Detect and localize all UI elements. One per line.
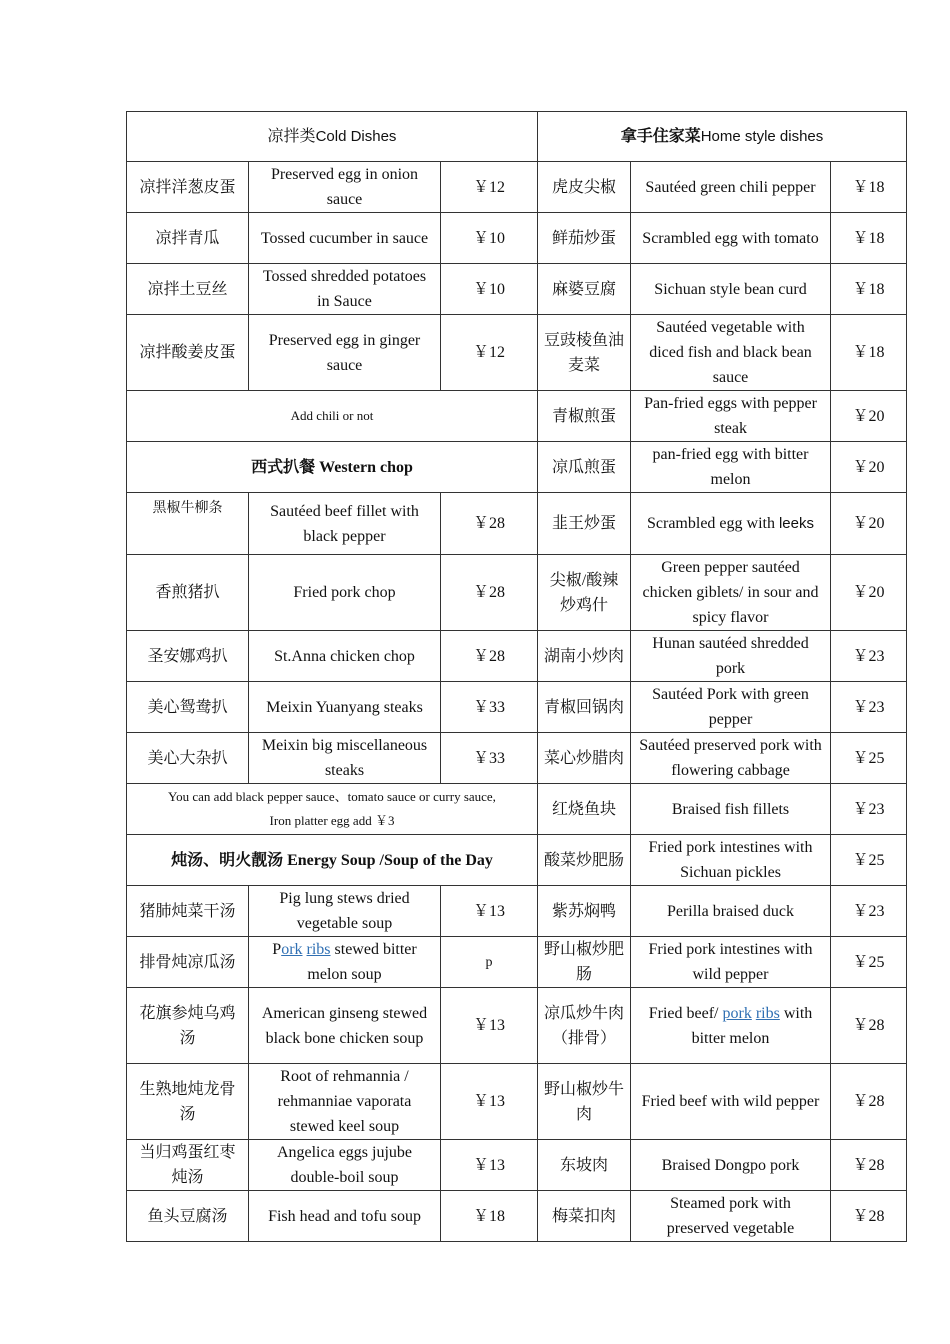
- dish-en: Sautéed preserved pork with flowering cabbage: [631, 733, 831, 784]
- dish-price: ￥13: [441, 1140, 538, 1191]
- dish-en: Steamed pork with preserved vegetable: [631, 1191, 831, 1242]
- sauce-note-line: You can add black pepper sauce、tomato sauce or curry sauce,: [168, 789, 496, 804]
- table-row: [127, 1064, 907, 1140]
- table-row: [127, 213, 907, 264]
- dish-cn: 凉瓜煎蛋: [538, 442, 631, 493]
- dish-en: Meixin big miscellaneous steaks: [249, 733, 441, 784]
- dish-en-part: leeks: [778, 515, 814, 532]
- dish-cn: 排骨炖凉瓜汤: [127, 937, 249, 988]
- dish-en: Meixin Yuanyang steaks: [249, 682, 441, 733]
- dish-en: Perilla braised duck: [631, 886, 831, 937]
- dish-price: p: [441, 937, 538, 988]
- dish-price: ￥20: [831, 555, 907, 631]
- dish-cn: 青椒煎蛋: [538, 391, 631, 442]
- western-chop-header: 西式扒餐 Western chop: [127, 442, 538, 493]
- table-row: [127, 112, 907, 162]
- dish-en: [249, 937, 441, 988]
- table-row: [127, 555, 907, 631]
- table-row: [127, 162, 907, 213]
- pork-link[interactable]: ork: [281, 941, 303, 958]
- dish-price: ￥28: [831, 1191, 907, 1242]
- dish-en: Sichuan style bean curd: [631, 264, 831, 315]
- table-row: [127, 493, 907, 555]
- table-row: [127, 264, 907, 315]
- dish-price: ￥23: [831, 784, 907, 835]
- dish-cn: 美心大杂扒: [127, 733, 249, 784]
- dish-en: Braised fish fillets: [631, 784, 831, 835]
- table-row: [127, 988, 907, 1064]
- dish-en: Green pepper sautéed chicken giblets/ in sour and spicy flavor: [631, 555, 831, 631]
- dish-en: [631, 493, 831, 555]
- dish-cn: 野山椒炒肥肠: [538, 937, 631, 988]
- dish-price: ￥20: [831, 493, 907, 555]
- dish-price: ￥23: [831, 886, 907, 937]
- dish-cn: 湖南小炒肉: [538, 631, 631, 682]
- dish-en: Sautéed beef fillet with black pepper: [249, 493, 441, 555]
- dish-en: Tossed cucumber in sauce: [249, 213, 441, 264]
- chili-note: Add chili or not: [127, 391, 538, 442]
- dish-price: ￥18: [831, 315, 907, 391]
- dish-en-part: with bitter melon: [691, 1004, 813, 1047]
- table-row: [127, 442, 907, 493]
- dish-price: ￥23: [831, 631, 907, 682]
- pork-link[interactable]: pork: [722, 1004, 752, 1022]
- dish-price: ￥28: [441, 555, 538, 631]
- table-row: [127, 784, 907, 835]
- dish-cn: 东坡肉: [538, 1140, 631, 1191]
- dish-en: Pig lung stews dried vegetable soup: [249, 886, 441, 937]
- table-row: [127, 315, 907, 391]
- dish-price: ￥20: [831, 391, 907, 442]
- dish-cn: 凉拌土豆丝: [127, 264, 249, 315]
- dish-cn: 圣安娜鸡扒: [127, 631, 249, 682]
- dish-cn: 红烧鱼块: [538, 784, 631, 835]
- dish-en: St.Anna chicken chop: [249, 631, 441, 682]
- dish-cn: 韭王炒蛋: [538, 493, 631, 555]
- dish-en: Sautéed Pork with green pepper: [631, 682, 831, 733]
- dish-price: ￥28: [441, 631, 538, 682]
- dish-price: ￥33: [441, 733, 538, 784]
- dish-en: Scrambled egg with tomato: [631, 213, 831, 264]
- dish-en-part: stewed bitter melon soup: [307, 941, 417, 983]
- dish-price: ￥20: [831, 442, 907, 493]
- dish-en: Fried pork intestines with Sichuan pickles: [631, 835, 831, 886]
- dish-price: ￥13: [441, 988, 538, 1064]
- dish-cn: 紫苏焖鸭: [538, 886, 631, 937]
- dish-en: Tossed shredded potatoes in Sauce: [249, 264, 441, 315]
- cold-title-en: Cold Dishes: [315, 128, 397, 145]
- dish-price: ￥18: [441, 1191, 538, 1242]
- table-row: [127, 835, 907, 886]
- dish-price: ￥25: [831, 937, 907, 988]
- dish-en-part: P: [272, 941, 282, 958]
- dish-en: Fried pork chop: [249, 555, 441, 631]
- soup-header: 炖汤、明火靓汤 Energy Soup /Soup of the Day: [127, 835, 538, 886]
- dish-en: Angelica eggs jujube double-boil soup: [249, 1140, 441, 1191]
- dish-price: ￥28: [441, 493, 538, 555]
- dish-en: [631, 988, 831, 1064]
- ribs-link[interactable]: ribs: [755, 1004, 780, 1022]
- dish-en: pan-fried egg with bitter melon: [631, 442, 831, 493]
- dish-cn: 猪肺炖菜干汤: [127, 886, 249, 937]
- dish-cn: 凉拌青瓜: [127, 213, 249, 264]
- dish-cn: 鲜茄炒蛋: [538, 213, 631, 264]
- dish-cn: 尖椒/酸辣炒鸡什: [538, 555, 631, 631]
- dish-en: Hunan sautéed shredded pork: [631, 631, 831, 682]
- dish-cn: 青椒回锅肉: [538, 682, 631, 733]
- ribs-link[interactable]: ribs: [306, 941, 331, 958]
- table-row: [127, 391, 907, 442]
- dish-en: Fish head and tofu soup: [249, 1191, 441, 1242]
- dish-cn: 虎皮尖椒: [538, 162, 631, 213]
- dish-price: ￥13: [441, 886, 538, 937]
- home-style-header: [538, 112, 907, 162]
- dish-price: ￥10: [441, 213, 538, 264]
- home-title-cn: 拿手住家菜: [620, 128, 701, 145]
- dish-price: ￥12: [441, 315, 538, 391]
- dish-price: ￥18: [831, 162, 907, 213]
- dish-en-part: Scrambled egg with: [647, 515, 779, 532]
- dish-cn: 花旗参炖乌鸡汤: [127, 988, 249, 1064]
- dish-en: Fried beef with wild pepper: [631, 1064, 831, 1140]
- dish-en: American ginseng stewed black bone chicken soup: [249, 988, 441, 1064]
- dish-cn: 酸菜炒肥肠: [538, 835, 631, 886]
- table-row: [127, 682, 907, 733]
- dish-en: Sautéed green chili pepper: [631, 162, 831, 213]
- dish-cn: 生熟地炖龙骨汤: [127, 1064, 249, 1140]
- dish-price: ￥28: [831, 1064, 907, 1140]
- sauce-note-line: Iron platter egg add ￥3: [269, 813, 395, 828]
- dish-price: ￥25: [831, 835, 907, 886]
- dish-cn: 豆豉棱鱼油麦菜: [538, 315, 631, 391]
- dish-cn: 梅菜扣肉: [538, 1191, 631, 1242]
- dish-en: Root of rehmannia / rehmanniae vaporata stewed keel soup: [249, 1064, 441, 1140]
- dish-en: Fried pork intestines with wild pepper: [631, 937, 831, 988]
- dish-cn: 香煎猪扒: [127, 555, 249, 631]
- table-row: [127, 733, 907, 784]
- dish-en: Sautéed vegetable with diced fish and black bean sauce: [631, 315, 831, 391]
- dish-en: Pan-fried eggs with pepper steak: [631, 391, 831, 442]
- menu-table: [126, 111, 907, 1242]
- table-row: [127, 1140, 907, 1191]
- dish-price: ￥28: [831, 988, 907, 1064]
- dish-price: ￥18: [831, 213, 907, 264]
- dish-price: ￥12: [441, 162, 538, 213]
- dish-price: ￥33: [441, 682, 538, 733]
- table-row: [127, 886, 907, 937]
- dish-cn: 鱼头豆腐汤: [127, 1191, 249, 1242]
- dish-cn: 麻婆豆腐: [538, 264, 631, 315]
- dish-cn: 菜心炒腊肉: [538, 733, 631, 784]
- home-title-en: Home style dishes: [700, 128, 824, 145]
- dish-price: ￥28: [831, 1140, 907, 1191]
- dish-en: Preserved egg in ginger sauce: [249, 315, 441, 391]
- dish-en-part: Fried beef/: [648, 1004, 723, 1022]
- table-row: [127, 1191, 907, 1242]
- dish-cn: 凉瓜炒牛肉（排骨）: [538, 988, 631, 1064]
- table-row: [127, 937, 907, 988]
- table-row: [127, 631, 907, 682]
- dish-price: ￥23: [831, 682, 907, 733]
- cold-title-cn: 凉拌类: [267, 128, 316, 145]
- dish-price: ￥13: [441, 1064, 538, 1140]
- cold-dishes-header: [127, 112, 538, 162]
- dish-cn: 野山椒炒牛肉: [538, 1064, 631, 1140]
- dish-price: ￥10: [441, 264, 538, 315]
- dish-en: Preserved egg in onion sauce: [249, 162, 441, 213]
- dish-cn: 当归鸡蛋红枣炖汤: [127, 1140, 249, 1191]
- dish-cn: 凉拌酸姜皮蛋: [127, 315, 249, 391]
- dish-cn: 黑椒牛柳条: [127, 493, 249, 555]
- dish-cn: 美心鸳鸯扒: [127, 682, 249, 733]
- dish-price: ￥18: [831, 264, 907, 315]
- dish-price: ￥25: [831, 733, 907, 784]
- dish-en: Braised Dongpo pork: [631, 1140, 831, 1191]
- dish-cn: 凉拌洋葱皮蛋: [127, 162, 249, 213]
- sauce-note: [127, 784, 538, 835]
